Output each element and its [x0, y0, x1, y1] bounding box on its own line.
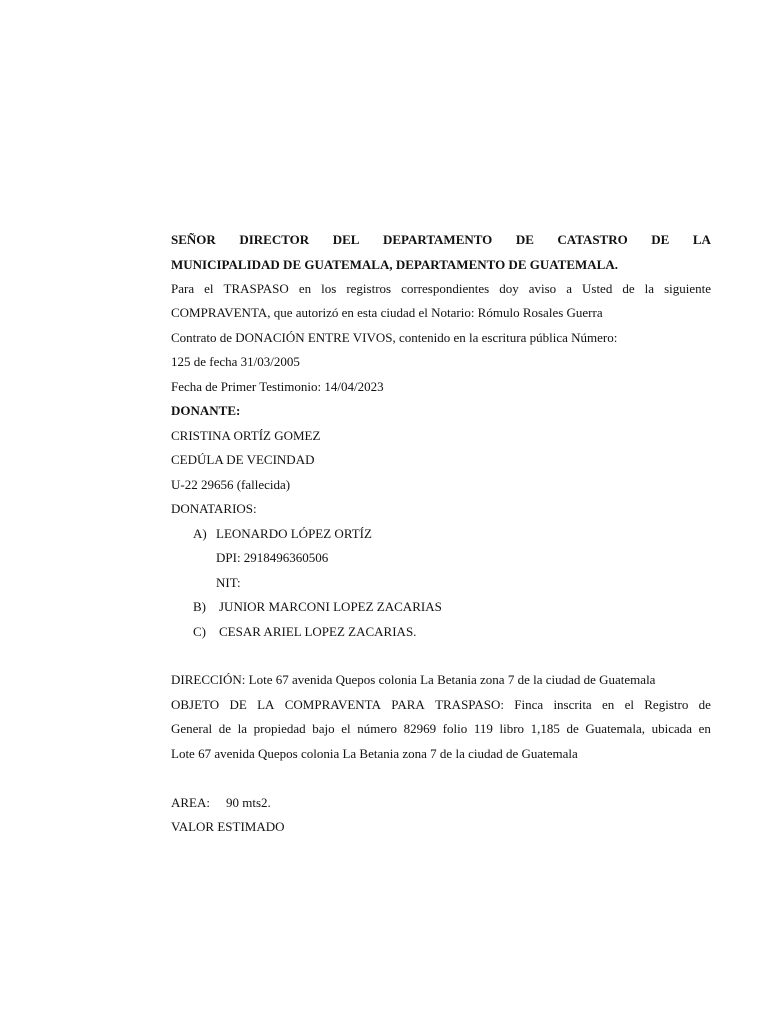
word: de — [622, 281, 635, 296]
word: SEÑOR — [171, 232, 216, 247]
word: Finca — [514, 697, 544, 712]
word: COMPRAVENTA — [284, 697, 381, 712]
donee-b-name: JUNIOR MARCONI LOPEZ ZACARIAS — [219, 599, 442, 614]
word: DE — [651, 232, 670, 247]
word: DE — [229, 697, 247, 712]
word: los — [321, 281, 337, 296]
paragraph-line-2: COMPRAVENTA, que autorizó en esta ciudad el Notario: Rómulo Rosales Guerra — [171, 305, 603, 320]
word: la — [237, 721, 248, 736]
paragraph-line-1 — [171, 281, 711, 297]
word: 119 — [473, 721, 493, 736]
word: Para — [171, 281, 195, 296]
word: el — [204, 281, 214, 296]
donees-label: DONATARIOS: — [171, 501, 257, 516]
word: CATASTRO — [557, 232, 628, 247]
word: LA — [692, 232, 711, 247]
object-line-1 — [171, 697, 711, 713]
donor-name: CRISTINA ORTÍZ GOMEZ — [171, 428, 321, 443]
word: DEL — [332, 232, 360, 247]
estimated-value-label: VALOR ESTIMADO — [171, 819, 285, 834]
donor-id: U-22 29656 (fallecida) — [171, 477, 291, 492]
word: el — [624, 697, 634, 712]
word: TRASPASO: — [435, 697, 504, 712]
word: 1,185 — [530, 721, 560, 736]
donee-a-dpi: DPI: 2918496360506 — [216, 550, 329, 565]
donee-a-nit: NIT: — [216, 575, 241, 590]
word: propiedad — [253, 721, 306, 736]
word: 82969 — [403, 721, 437, 736]
word: DEPARTAMENTO — [382, 232, 493, 247]
word: aviso — [528, 281, 557, 296]
word: TRASPASO — [223, 281, 289, 296]
word: registros — [346, 281, 392, 296]
word: en — [298, 281, 312, 296]
donee-c-marker: C) — [193, 624, 206, 639]
word: ubicada — [651, 721, 692, 736]
word: LA — [257, 697, 275, 712]
address-line: DIRECCIÓN: Lote 67 avenida Quepos colonia La Betania zona 7 de la ciudad de Guatemala — [171, 672, 656, 687]
word: a — [566, 281, 572, 296]
word: libro — [499, 721, 525, 736]
object-line-3: Lote 67 avenida Quepos colonia La Betania zona 7 de la ciudad de Guatemala — [171, 746, 578, 761]
donor-label: DONANTE: — [171, 403, 241, 418]
word: de — [698, 697, 711, 712]
word: DE — [515, 232, 534, 247]
word: el — [341, 721, 351, 736]
word: Registro — [644, 697, 689, 712]
donor-id-type: CEDÚLA DE VECINDAD — [171, 452, 315, 467]
object-line-2 — [171, 721, 711, 737]
heading-line-1 — [171, 232, 711, 248]
word: Usted — [582, 281, 613, 296]
area-value: 90 mts2. — [226, 795, 271, 810]
donee-c-name: CESAR ARIEL LOPEZ ZACARIAS. — [219, 624, 417, 639]
word: bajo — [312, 721, 335, 736]
testimony-line: Fecha de Primer Testimonio: 14/04/2023 — [171, 379, 384, 394]
donee-a-marker: A) — [193, 526, 207, 541]
donee-a-name: LEONARDO LÓPEZ ORTÍZ — [216, 526, 372, 541]
word: folio — [442, 721, 468, 736]
word: correspondientes — [401, 281, 490, 296]
word: Guatemala, — [585, 721, 645, 736]
heading-line-2: MUNICIPALIDAD DE GUATEMALA, DEPARTAMENTO DE GUATEMALA. — [171, 257, 618, 272]
deed-line: 125 de fecha 31/03/2005 — [171, 354, 300, 369]
word: doy — [499, 281, 519, 296]
area-label: AREA: — [171, 795, 210, 810]
donee-b-marker: B) — [193, 599, 206, 614]
word: de — [218, 721, 232, 736]
word: inscrita — [553, 697, 592, 712]
word: la — [644, 281, 655, 296]
word: General — [171, 721, 213, 736]
word: de — [566, 721, 579, 736]
word: OBJETO — [171, 697, 220, 712]
word: en — [602, 697, 615, 712]
contract-line: Contrato de DONACIÓN ENTRE VIVOS, contenido en la escritura pública Número: — [171, 330, 618, 345]
word: DIRECTOR — [239, 232, 310, 247]
word: PARA — [391, 697, 425, 712]
word: número — [357, 721, 397, 736]
word: en — [698, 721, 711, 736]
word: siguiente — [664, 281, 711, 296]
